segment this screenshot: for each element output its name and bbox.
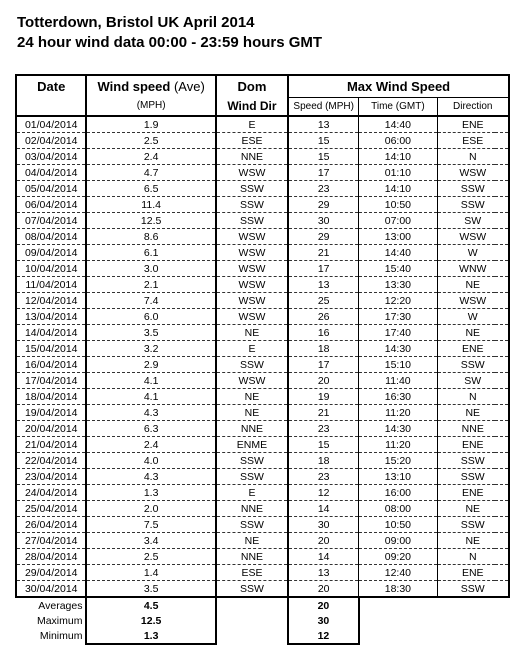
max-dir-cell: SW <box>437 213 509 229</box>
max-speed-cell: 15 <box>288 133 359 149</box>
max-speed-cell: 21 <box>288 405 359 421</box>
time-cell: 15:20 <box>359 453 437 469</box>
dom-dir-cell: WSW <box>216 277 288 293</box>
max-speed-cell: 29 <box>288 229 359 245</box>
summary-max-value: 20 <box>288 597 359 613</box>
max-speed-cell: 30 <box>288 517 359 533</box>
max-dir-cell: NE <box>437 405 509 421</box>
table-row <box>16 245 509 261</box>
date-cell: 26/04/2014 <box>16 517 86 533</box>
max-speed-cell: 23 <box>288 421 359 437</box>
dom-dir-cell: ESE <box>216 133 288 149</box>
summary-row <box>16 613 509 628</box>
date-cell: 30/04/2014 <box>16 581 86 598</box>
max-speed-cell: 15 <box>288 149 359 165</box>
dom-dir-cell: SSW <box>216 181 288 197</box>
table-row <box>16 533 509 549</box>
time-cell: 15:10 <box>359 357 437 373</box>
avg-speed-cell: 6.3 <box>86 421 215 437</box>
table-row <box>16 389 509 405</box>
max-speed-cell: 23 <box>288 181 359 197</box>
avg-speed-cell: 6.5 <box>86 181 215 197</box>
dom-dir-cell: NNE <box>216 149 288 165</box>
date-cell: 02/04/2014 <box>16 133 86 149</box>
max-dir-cell: SSW <box>437 357 509 373</box>
time-cell: 06:00 <box>359 133 437 149</box>
max-dir-cell: NNE <box>437 421 509 437</box>
dom-dir-cell: SSW <box>216 357 288 373</box>
time-cell: 17:30 <box>359 309 437 325</box>
date-cell: 09/04/2014 <box>16 245 86 261</box>
table-row <box>16 485 509 501</box>
date-cell: 22/04/2014 <box>16 453 86 469</box>
summary-label: Minimum <box>39 630 83 642</box>
max-speed-cell: 12 <box>288 485 359 501</box>
dom-dir-cell: WSW <box>216 293 288 309</box>
max-dir-cell: WNW <box>437 261 509 277</box>
max-speed-cell: 17 <box>288 165 359 181</box>
date-cell: 29/04/2014 <box>16 565 86 581</box>
avg-speed-cell: 12.5 <box>86 213 215 229</box>
max-dir-cell: ENE <box>437 116 509 133</box>
time-cell: 11:20 <box>359 437 437 453</box>
max-dir-cell: SSW <box>437 453 509 469</box>
avg-speed-cell: 7.5 <box>86 517 215 533</box>
time-cell: 16:00 <box>359 485 437 501</box>
avg-speed-cell: 1.4 <box>86 565 215 581</box>
table-row <box>16 213 509 229</box>
avg-speed-cell: 4.3 <box>86 469 215 485</box>
dom-dir-cell: WSW <box>216 373 288 389</box>
table-row <box>16 229 509 245</box>
date-header: Date <box>16 75 86 98</box>
table-row <box>16 565 509 581</box>
dom-dir-cell: NNE <box>216 549 288 565</box>
max-dir-cell: SSW <box>437 581 509 598</box>
max-dir-cell: WSW <box>437 165 509 181</box>
time-cell: 12:20 <box>359 293 437 309</box>
time-cell: 09:00 <box>359 533 437 549</box>
dom-dir-cell: SSW <box>216 469 288 485</box>
date-cell: 18/04/2014 <box>16 389 86 405</box>
max-speed-cell: 16 <box>288 325 359 341</box>
table-row <box>16 453 509 469</box>
max-wind-speed-header: Max Wind Speed <box>288 75 509 98</box>
max-dir-cell: NE <box>437 501 509 517</box>
avg-speed-cell: 2.4 <box>86 149 215 165</box>
table-row <box>16 517 509 533</box>
max-speed-cell: 18 <box>288 341 359 357</box>
dom-dir-cell: SSW <box>216 517 288 533</box>
time-cell: 18:30 <box>359 581 437 598</box>
date-cell: 20/04/2014 <box>16 421 86 437</box>
max-dir-cell: NE <box>437 325 509 341</box>
dom-dir-cell: SSW <box>216 213 288 229</box>
dom-dir-cell: SSW <box>216 581 288 598</box>
dom-dir-cell: WSW <box>216 261 288 277</box>
dom-dir-cell: WSW <box>216 309 288 325</box>
max-dir-cell: SSW <box>437 517 509 533</box>
max-speed-cell: 20 <box>288 373 359 389</box>
avg-speed-cell: 2.9 <box>86 357 215 373</box>
summary-avg-value: 12.5 <box>86 613 215 628</box>
table-row <box>16 293 509 309</box>
max-speed-cell: 29 <box>288 197 359 213</box>
date-cell: 19/04/2014 <box>16 405 86 421</box>
table-row <box>16 325 509 341</box>
time-cell: 16:30 <box>359 389 437 405</box>
avg-speed-cell: 4.7 <box>86 165 215 181</box>
max-dir-cell: ENE <box>437 485 509 501</box>
max-dir-cell: ENE <box>437 565 509 581</box>
max-dir-cell: ENE <box>437 437 509 453</box>
time-cell: 17:40 <box>359 325 437 341</box>
table-row <box>16 421 509 437</box>
max-dir-cell: WSW <box>437 293 509 309</box>
table-row <box>16 261 509 277</box>
max-dir-cell: ENE <box>437 341 509 357</box>
date-cell: 14/04/2014 <box>16 325 86 341</box>
table-row <box>16 116 509 133</box>
table-row <box>16 357 509 373</box>
max-dir-cell: W <box>437 245 509 261</box>
time-cell: 14:10 <box>359 149 437 165</box>
avg-speed-cell: 6.1 <box>86 245 215 261</box>
time-cell: 14:30 <box>359 341 437 357</box>
dom-dir-cell: NNE <box>216 501 288 517</box>
dom-dir-cell: ENME <box>216 437 288 453</box>
max-dir-cell: SW <box>437 373 509 389</box>
time-cell: 11:20 <box>359 405 437 421</box>
time-cell: 14:40 <box>359 116 437 133</box>
time-cell: 13:30 <box>359 277 437 293</box>
time-cell: 13:10 <box>359 469 437 485</box>
time-cell: 11:40 <box>359 373 437 389</box>
summary-spacer <box>216 597 288 613</box>
max-dir-cell: SSW <box>437 197 509 213</box>
dom-dir-cell: ESE <box>216 565 288 581</box>
table-row <box>16 405 509 421</box>
max-speed-cell: 13 <box>288 116 359 133</box>
time-cell: 13:00 <box>359 229 437 245</box>
date-cell: 13/04/2014 <box>16 309 86 325</box>
report-title: Totterdown, Bristol UK April 2014 <box>17 14 255 31</box>
max-speed-cell: 23 <box>288 469 359 485</box>
date-cell: 28/04/2014 <box>16 549 86 565</box>
dom-dir-cell: E <box>216 341 288 357</box>
avg-speed-cell: 6.0 <box>86 309 215 325</box>
time-gmt-header: Time (GMT) <box>359 98 437 117</box>
time-cell: 15:40 <box>359 261 437 277</box>
dom-dir-cell: NNE <box>216 421 288 437</box>
max-speed-cell: 15 <box>288 437 359 453</box>
table-row <box>16 437 509 453</box>
date-cell: 11/04/2014 <box>16 277 86 293</box>
date-cell: 04/04/2014 <box>16 165 86 181</box>
date-cell: 23/04/2014 <box>16 469 86 485</box>
date-cell: 16/04/2014 <box>16 357 86 373</box>
dom-header: Dom <box>216 75 288 98</box>
date-cell: 05/04/2014 <box>16 181 86 197</box>
date-cell: 03/04/2014 <box>16 149 86 165</box>
avg-speed-cell: 3.0 <box>86 261 215 277</box>
max-speed-cell: 17 <box>288 357 359 373</box>
table-row <box>16 469 509 485</box>
table-row <box>16 501 509 517</box>
date-cell: 07/04/2014 <box>16 213 86 229</box>
time-cell: 09:20 <box>359 549 437 565</box>
time-cell: 10:50 <box>359 517 437 533</box>
avg-speed-cell: 3.2 <box>86 341 215 357</box>
max-dir-cell: NE <box>437 277 509 293</box>
speed-mph-header: Speed (MPH) <box>288 98 359 117</box>
max-speed-cell: 14 <box>288 549 359 565</box>
max-speed-cell: 18 <box>288 453 359 469</box>
dom-dir-cell: SSW <box>216 197 288 213</box>
date-cell: 08/04/2014 <box>16 229 86 245</box>
summary-row <box>16 597 509 613</box>
avg-speed-cell: 1.3 <box>86 485 215 501</box>
date-cell: 17/04/2014 <box>16 373 86 389</box>
date-header-spacer <box>16 98 86 117</box>
table-row <box>16 165 509 181</box>
max-dir-cell: N <box>437 549 509 565</box>
max-speed-cell: 20 <box>288 581 359 598</box>
summary-rows <box>16 597 509 644</box>
dom-dir-cell: NE <box>216 325 288 341</box>
avg-speed-cell: 11.4 <box>86 197 215 213</box>
avg-speed-cell: 3.5 <box>86 581 215 598</box>
summary-spacer <box>216 628 288 644</box>
date-cell: 21/04/2014 <box>16 437 86 453</box>
mph-unit-label: (MPH) <box>86 98 215 117</box>
summary-max-value: 12 <box>288 628 359 644</box>
dom-dir-cell: WSW <box>216 229 288 245</box>
max-speed-cell: 17 <box>288 261 359 277</box>
max-speed-cell: 13 <box>288 277 359 293</box>
table-row <box>16 581 509 598</box>
summary-label: Maximum <box>36 614 83 627</box>
dom-dir-cell: E <box>216 116 288 133</box>
max-dir-cell: ESE <box>437 133 509 149</box>
avg-speed-cell: 4.3 <box>86 405 215 421</box>
date-cell: 15/04/2014 <box>16 341 86 357</box>
max-speed-cell: 25 <box>288 293 359 309</box>
max-dir-cell: WSW <box>437 229 509 245</box>
table-row <box>16 181 509 197</box>
wind-dir-header: Wind Dir <box>216 98 288 117</box>
max-dir-cell: SSW <box>437 181 509 197</box>
table-row <box>16 277 509 293</box>
table-row <box>16 309 509 325</box>
max-speed-cell: 20 <box>288 533 359 549</box>
table-row <box>16 133 509 149</box>
avg-speed-cell: 8.6 <box>86 229 215 245</box>
time-cell: 01:10 <box>359 165 437 181</box>
date-cell: 27/04/2014 <box>16 533 86 549</box>
time-cell: 10:50 <box>359 197 437 213</box>
summary-row <box>16 628 509 644</box>
wind-speed-header-label: Wind speed <box>97 78 171 94</box>
max-speed-cell: 21 <box>288 245 359 261</box>
date-cell: 25/04/2014 <box>16 501 86 517</box>
time-cell: 14:40 <box>359 245 437 261</box>
time-cell: 08:00 <box>359 501 437 517</box>
avg-speed-cell: 2.5 <box>86 549 215 565</box>
max-dir-cell: N <box>437 389 509 405</box>
time-cell: 12:40 <box>359 565 437 581</box>
avg-speed-cell: 3.4 <box>86 533 215 549</box>
wind-speed-header <box>86 75 215 98</box>
max-speed-cell: 13 <box>288 565 359 581</box>
date-cell: 01/04/2014 <box>16 116 86 133</box>
direction-header: Direction <box>437 98 509 117</box>
wind-data-table <box>15 74 510 645</box>
time-cell: 14:10 <box>359 181 437 197</box>
summary-spacer <box>216 613 288 628</box>
summary-max-value: 30 <box>288 613 359 628</box>
summary-avg-value: 4.5 <box>86 597 215 613</box>
time-cell: 14:30 <box>359 421 437 437</box>
dom-dir-cell: NE <box>216 533 288 549</box>
wind-speed-ave-label: (Ave) <box>173 78 205 94</box>
summary-spacer <box>359 597 509 613</box>
avg-speed-cell: 4.0 <box>86 453 215 469</box>
max-speed-cell: 19 <box>288 389 359 405</box>
table-row <box>16 341 509 357</box>
summary-avg-value: 1.3 <box>86 628 215 644</box>
dom-dir-cell: NE <box>216 389 288 405</box>
dom-dir-cell: E <box>216 485 288 501</box>
date-cell: 06/04/2014 <box>16 197 86 213</box>
avg-speed-cell: 3.5 <box>86 325 215 341</box>
summary-spacer <box>359 628 509 644</box>
table-row <box>16 149 509 165</box>
avg-speed-cell: 4.1 <box>86 389 215 405</box>
table-row <box>16 197 509 213</box>
time-cell: 07:00 <box>359 213 437 229</box>
max-speed-cell: 26 <box>288 309 359 325</box>
max-dir-cell: NE <box>437 533 509 549</box>
avg-speed-cell: 2.4 <box>86 437 215 453</box>
summary-label: Averages <box>38 599 83 612</box>
max-dir-cell: N <box>437 149 509 165</box>
dom-dir-cell: WSW <box>216 245 288 261</box>
report-subtitle: 24 hour wind data 00:00 - 23:59 hours GMT <box>17 34 323 51</box>
avg-speed-cell: 2.0 <box>86 501 215 517</box>
avg-speed-cell: 2.1 <box>86 277 215 293</box>
summary-spacer <box>359 613 509 628</box>
date-cell: 12/04/2014 <box>16 293 86 309</box>
date-cell: 10/04/2014 <box>16 261 86 277</box>
avg-speed-cell: 4.1 <box>86 373 215 389</box>
max-speed-cell: 14 <box>288 501 359 517</box>
dom-dir-cell: NE <box>216 405 288 421</box>
dom-dir-cell: WSW <box>216 165 288 181</box>
avg-speed-cell: 2.5 <box>86 133 215 149</box>
max-dir-cell: SSW <box>437 469 509 485</box>
table-row <box>16 549 509 565</box>
avg-speed-cell: 1.9 <box>86 116 215 133</box>
date-cell: 24/04/2014 <box>16 485 86 501</box>
max-dir-cell: W <box>437 309 509 325</box>
table-row <box>16 373 509 389</box>
max-speed-cell: 30 <box>288 213 359 229</box>
avg-speed-cell: 7.4 <box>86 293 215 309</box>
daily-rows <box>16 116 509 597</box>
dom-dir-cell: SSW <box>216 453 288 469</box>
